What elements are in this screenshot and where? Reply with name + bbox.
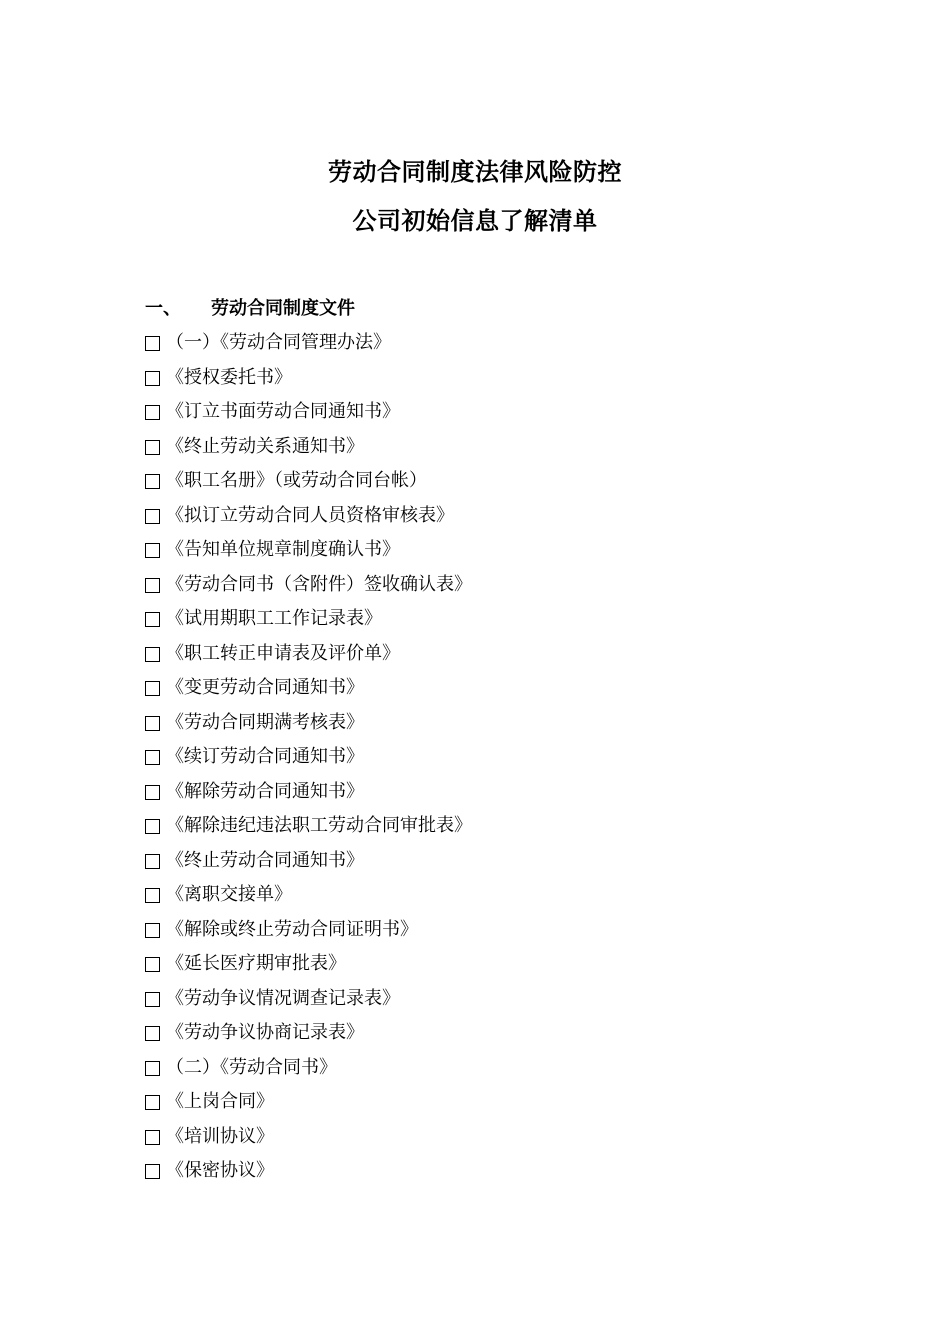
checklist: [145, 331, 472, 1194]
checklist-item: [145, 607, 472, 642]
checklist-item-label: 《职工名册》（或劳动合同台帐）: [166, 470, 427, 491]
checklist-item-label: 《终止劳动关系通知书》: [166, 435, 364, 457]
document-title-line1: 劳动合同制度法律风险防控: [328, 158, 622, 186]
checklist-item-label: 《延长医疗期审批表》: [166, 953, 346, 974]
checklist-item-label: 《培训协议》: [166, 1125, 274, 1147]
checklist-item: [145, 1056, 472, 1091]
checkbox-icon[interactable]: [145, 440, 160, 455]
document-title-line2: 公司初始信息了解清单: [352, 207, 598, 235]
checkbox-icon[interactable]: [145, 612, 160, 627]
checklist-item: [145, 814, 472, 849]
checklist-item: [145, 400, 472, 435]
checklist-item-label: 《劳动争议情况调查记录表》: [166, 987, 400, 1009]
checklist-item-label: 《职工转正申请表及评价单》: [166, 642, 400, 664]
checklist-item-label: 《劳动争议协商记录表》: [166, 1022, 364, 1043]
checkbox-icon[interactable]: [145, 1061, 160, 1076]
checkbox-icon[interactable]: [145, 509, 160, 524]
checkbox-icon[interactable]: [145, 647, 160, 662]
checklist-item-label: 《解除劳动合同通知书》: [166, 780, 364, 802]
checklist-item-label: 《上岗合同》: [166, 1091, 274, 1112]
checkbox-icon[interactable]: [145, 957, 160, 972]
checklist-item-label: 《解除或终止劳动合同证明书》: [166, 918, 418, 940]
checklist-item: [145, 780, 472, 815]
checklist-item-label: 《拟订立劳动合同人员资格审核表》: [166, 504, 454, 526]
checkbox-icon[interactable]: [145, 716, 160, 731]
section-number: 一、: [145, 298, 181, 319]
checklist-item-label: 《终止劳动合同通知书》: [166, 849, 364, 871]
checkbox-icon[interactable]: [145, 474, 160, 489]
checklist-item: [145, 987, 472, 1022]
checklist-item: [145, 1159, 472, 1194]
checkbox-icon[interactable]: [145, 888, 160, 903]
checkbox-icon[interactable]: [145, 578, 160, 593]
checkbox-icon[interactable]: [145, 1095, 160, 1110]
checklist-item: [145, 538, 472, 573]
checklist-item: [145, 1021, 472, 1056]
checklist-item: [145, 676, 472, 711]
checklist-item: [145, 1125, 472, 1160]
checklist-item-label: 《续订劳动合同通知书》: [166, 746, 364, 767]
section-heading: [145, 297, 355, 321]
checklist-item-label: 《授权委托书》: [166, 366, 292, 388]
checklist-item: [145, 331, 472, 366]
checklist-item-label: （二）《劳动合同书》: [166, 1056, 337, 1078]
checkbox-icon[interactable]: [145, 1164, 160, 1179]
checkbox-icon[interactable]: [145, 336, 160, 351]
checkbox-icon[interactable]: [145, 371, 160, 386]
checklist-item-label: 《告知单位规章制度确认书》: [166, 539, 400, 560]
checklist-item: [145, 504, 472, 539]
checklist-item: [145, 1090, 472, 1125]
checklist-item: [145, 952, 472, 987]
checklist-item: [145, 918, 472, 953]
checklist-item: [145, 642, 472, 677]
checklist-item: [145, 711, 472, 746]
checkbox-icon[interactable]: [145, 1130, 160, 1145]
checklist-item: [145, 883, 472, 918]
checklist-item-label: 《订立书面劳动合同通知书》: [166, 401, 400, 422]
checklist-item: [145, 366, 472, 401]
checklist-item: [145, 435, 472, 470]
checkbox-icon[interactable]: [145, 405, 160, 420]
checklist-item-label: 《解除违纪违法职工劳动合同审批表》: [166, 815, 472, 836]
checklist-item-label: 《劳动合同期满考核表》: [166, 711, 364, 733]
checkbox-icon[interactable]: [145, 750, 160, 765]
checkbox-icon[interactable]: [145, 819, 160, 834]
checklist-item: [145, 745, 472, 780]
checklist-item-label: （一）《劳动合同管理办法》: [166, 332, 391, 353]
checkbox-icon[interactable]: [145, 854, 160, 869]
checklist-item-label: 《离职交接单》: [166, 884, 292, 905]
checklist-item: [145, 849, 472, 884]
checkbox-icon[interactable]: [145, 992, 160, 1007]
section-title: 劳动合同制度文件: [211, 298, 355, 319]
checklist-item-label: 《变更劳动合同通知书》: [166, 677, 364, 698]
checklist-item-label: 《劳动合同书（含附件）签收确认表》: [166, 573, 472, 595]
checkbox-icon[interactable]: [145, 785, 160, 800]
checklist-item-label: 《试用期职工工作记录表》: [166, 608, 382, 629]
checkbox-icon[interactable]: [145, 681, 160, 696]
checklist-item: [145, 469, 472, 504]
checklist-item: [145, 573, 472, 608]
checkbox-icon[interactable]: [145, 923, 160, 938]
checkbox-icon[interactable]: [145, 1026, 160, 1041]
checklist-item-label: 《保密协议》: [166, 1160, 274, 1181]
checkbox-icon[interactable]: [145, 543, 160, 558]
